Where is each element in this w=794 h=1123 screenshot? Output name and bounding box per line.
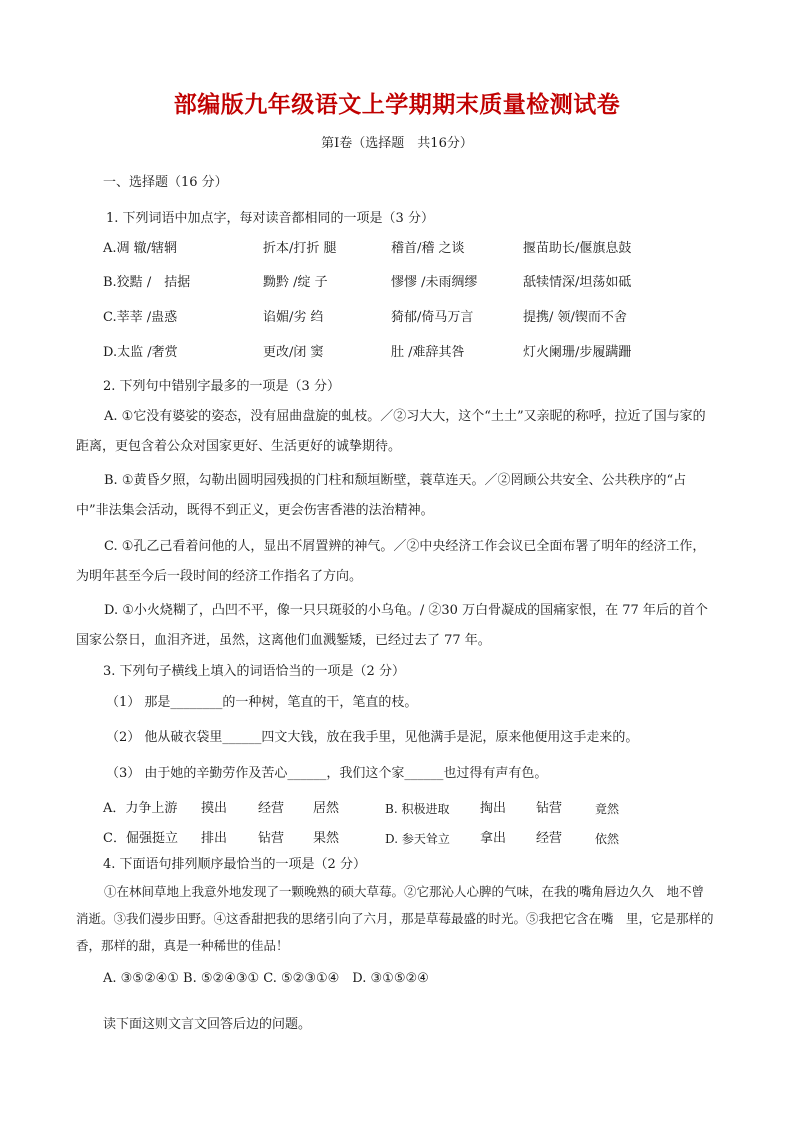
q2-stem: 2. 下列句中错别字最多的一项是（3 分） bbox=[103, 379, 340, 394]
q3-c-2: 排出 bbox=[201, 831, 228, 846]
q1-d-1: D.太监 /奢赏 bbox=[103, 345, 178, 360]
q1-a-3: 稽首/稽 之谈 bbox=[391, 241, 465, 256]
q3-b-2: 掏出 bbox=[480, 801, 507, 816]
q3-sentence-1: （1） 那是________的一种树，笔直的干，笔直的枝。 bbox=[106, 695, 418, 710]
q3-c-4: 果然 bbox=[313, 831, 340, 846]
q3-a-1: A．力争上游 bbox=[103, 801, 178, 816]
exam-subtitle: 第Ⅰ卷（选择题 共16分） bbox=[321, 136, 473, 151]
q1-c-1: C.莘莘 /蛊惑 bbox=[103, 310, 178, 325]
q1-a-4: 揠苗助长/偃旗息鼓 bbox=[523, 241, 632, 256]
q2-option-d: D. ①小火烧糊了，凸凹不平，像一只只斑驳的小乌龟。/ ②30 万白骨凝成的国痛家恨，在 77 年后的首个国家公祭日，血泪齐迸，虽然，这离他们血溅錾矮，已经过去了 77 年。 bbox=[76, 603, 708, 648]
q1-d-3: 肚 /难辞其咎 bbox=[391, 345, 465, 360]
q1-b-1: B.狡黠 / 拮据 bbox=[103, 275, 191, 290]
q3-d-4: 依然 bbox=[595, 832, 620, 846]
q4-options: A. ③⑤②④① B. ⑤②④③① C. ⑤②③①④ D. ③①⑤②④ bbox=[103, 971, 429, 986]
q3-stem: 3. 下列句子横线上填入的词语恰当的一项是（2 分） bbox=[103, 664, 405, 679]
q1-d-4: 灯火阑珊/步履蹒跚 bbox=[523, 345, 632, 360]
q3-sentence-2: （2） 他从破衣袋里______四文大钱，放在我手里，见他满手是泥，原来他便用这手走来的。 bbox=[106, 730, 639, 745]
q1-stem: 1. 下列词语中加点字，每对读音都相同的一项是（3 分） bbox=[106, 211, 434, 226]
q3-a-3: 经营 bbox=[258, 801, 285, 816]
section-heading: 一、选择题（16 分） bbox=[103, 175, 228, 190]
q1-b-4: 舐犊情深/坦荡如砥 bbox=[523, 275, 632, 290]
q1-a-2: 折本/打折 腿 bbox=[263, 241, 337, 256]
q3-b-1: B. 积极进取 bbox=[385, 802, 450, 816]
q1-c-4: 提携/ 领/锲而不舍 bbox=[523, 310, 627, 325]
q2-option-c: C. ①孔乙己看着问他的人，显出不屑置辨的神气。／②中央经济工作会议已全面布署了明年的经济工作，为明年甚至今后一段时间的经济工作指名了方向。 bbox=[76, 539, 706, 584]
q3-c-1: C．倔强挺立 bbox=[103, 831, 178, 846]
q4-sentences: ①在林间草地上我意外地发现了一颗晚熟的硕大草莓。②它那沁人心脾的气味，在我的嘴角唇边久久 地不曾消逝。③我们漫步田野。④这香甜把我的思绪引向了六月，那是草莓最盛的时光。⑤我把它含在嘴 里，它是那样的香，那样的甜，真是一种稀世的佳品！ bbox=[76, 884, 714, 953]
q1-c-2: 谄媚/劣 绉 bbox=[263, 310, 324, 325]
q1-c-3: 猗郁/倚马万言 bbox=[391, 310, 474, 325]
q3-a-4: 居然 bbox=[313, 801, 340, 816]
q3-c-3: 钻营 bbox=[258, 831, 285, 846]
q3-a-2: 摸出 bbox=[201, 801, 228, 816]
q3-sentence-3: （3） 由于她的辛勤劳作及苦心______，我们这个家______也过得有声有色。 bbox=[106, 766, 548, 781]
q1-b-2: 黝黔 /绽 子 bbox=[263, 275, 328, 290]
q3-d-2: 拿出 bbox=[480, 831, 507, 846]
q3-d-3: 经营 bbox=[536, 831, 563, 846]
q3-b-4: 竟然 bbox=[595, 802, 620, 816]
q4-stem: 4. 下面语句排列顺序最恰当的一项是（2 分） bbox=[103, 857, 366, 872]
reading-instruction: 读下面这则文言文回答后边的问题。 bbox=[103, 1017, 312, 1032]
q1-d-2: 更改/闭 窦 bbox=[263, 345, 324, 360]
q3-b-3: 钻营 bbox=[536, 801, 563, 816]
q1-b-3: 憀憀 /未雨绸缪 bbox=[391, 275, 478, 290]
q3-options-grid bbox=[103, 800, 663, 850]
q3-d-1: D. 参天耸立 bbox=[385, 832, 450, 846]
q2-option-b: B. ①黄昏夕照，勾勒出圆明园残损的门柱和颓垣断壁，蓑草连天。／②罔顾公共安全、公共秩序的“占中”非法集会活动，既得不到正义，更会伤害香港的法治精神。 bbox=[76, 473, 687, 518]
q1-a-1: A.凋 辙/辖辋 bbox=[103, 241, 178, 256]
exam-title: 部编版九年级语文上学期期末质量检测试卷 bbox=[173, 92, 621, 118]
q2-option-a: A. ①它没有婆娑的姿态，没有屈曲盘旋的虬枝。／②习大大，这个“土土”又亲昵的称呼，拉近了国与家的距离，更包含着公众对国家更好、生活更好的诚挚期待。 bbox=[76, 409, 706, 454]
q1-options-grid bbox=[103, 240, 663, 370]
